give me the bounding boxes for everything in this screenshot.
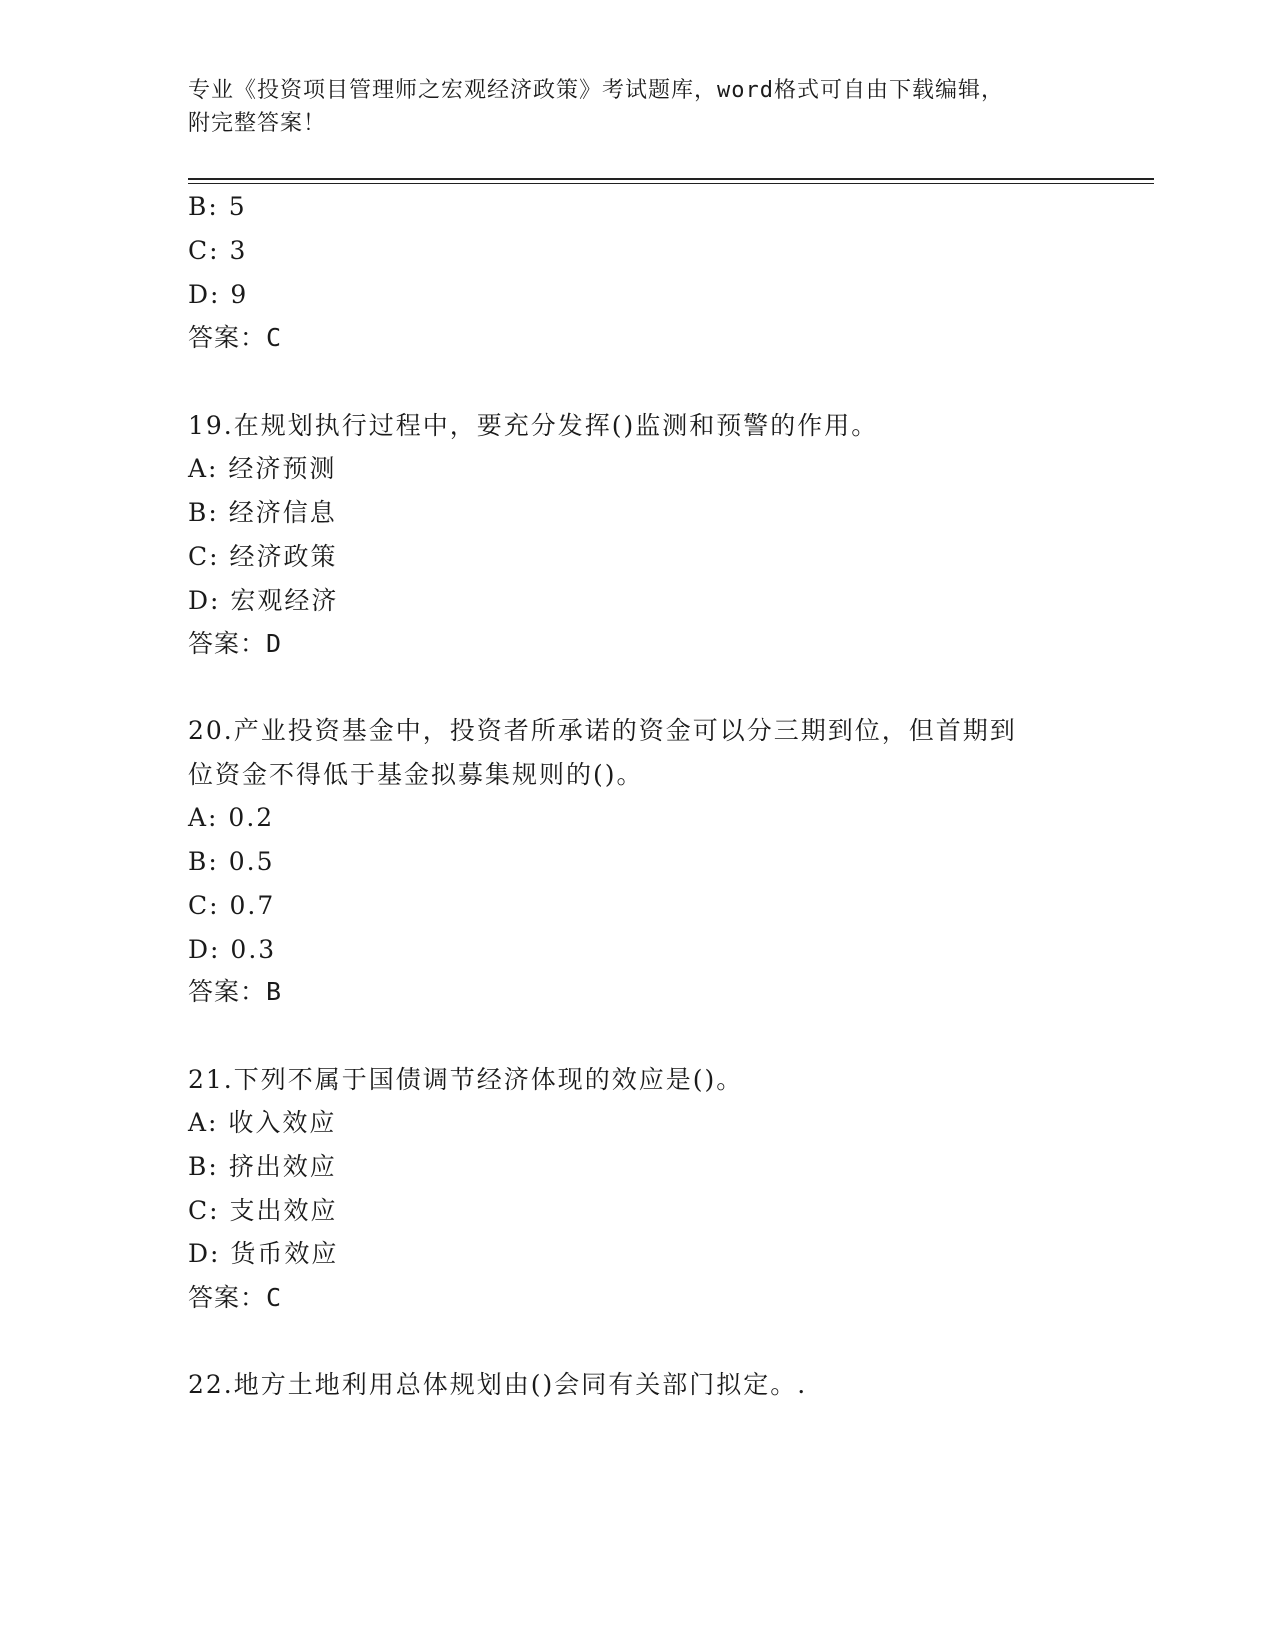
answer-label: 答案： bbox=[188, 629, 267, 658]
q21-option-b: B: 挤出效应 bbox=[188, 1152, 337, 1181]
answer-value: B bbox=[266, 977, 283, 1006]
answer-value: C bbox=[266, 323, 283, 352]
q18-option-d: D: 9 bbox=[188, 280, 249, 309]
q21-option-d: D: 货币效应 bbox=[188, 1239, 339, 1268]
q20-answer bbox=[188, 977, 282, 1007]
header-line-1 bbox=[188, 74, 1088, 107]
q21-question: 21.下列不属于国债调节经济体现的效应是()。 bbox=[188, 1065, 744, 1094]
header-text-suffix: 格式可自由下载编辑， bbox=[774, 78, 1005, 103]
header-text-word: word bbox=[717, 78, 774, 103]
q18-option-b: B: 5 bbox=[188, 192, 247, 221]
q20-option-a: A: 0.2 bbox=[188, 803, 275, 832]
q19-question: 19.在规划执行过程中，要充分发挥()监测和预警的作用。 bbox=[188, 411, 879, 440]
q20-question-line-2: 位资金不得低于基金拟募集规则的()。 bbox=[188, 760, 644, 789]
answer-label: 答案： bbox=[188, 977, 267, 1006]
header-text-prefix: 专业《投资项目管理师之宏观经济政策》考试题库， bbox=[188, 78, 718, 103]
q21-option-c: C: 支出效应 bbox=[188, 1196, 338, 1225]
q19-option-b: B: 经济信息 bbox=[188, 498, 337, 527]
q20-option-c: C: 0.7 bbox=[188, 891, 276, 920]
header-divider-thick bbox=[188, 178, 1154, 180]
answer-label: 答案： bbox=[188, 323, 267, 352]
q21-answer bbox=[188, 1283, 282, 1313]
q19-answer bbox=[188, 629, 282, 659]
header-divider-thin bbox=[188, 183, 1154, 184]
q20-question-line-1: 20.产业投资基金中，投资者所承诺的资金可以分三期到位，但首期到 bbox=[188, 716, 1017, 745]
q19-option-a: A: 经济预测 bbox=[188, 454, 337, 483]
document-header bbox=[188, 74, 1088, 140]
q18-option-c: C: 3 bbox=[188, 236, 248, 265]
header-line-2: 附完整答案！ bbox=[188, 111, 327, 136]
answer-value: D bbox=[266, 629, 283, 658]
q22-question: 22.地方土地利用总体规划由()会同有关部门拟定。. bbox=[188, 1370, 808, 1399]
q20-option-d: D: 0.3 bbox=[188, 935, 277, 964]
answer-label: 答案： bbox=[188, 1283, 267, 1312]
q21-option-a: A: 收入效应 bbox=[188, 1108, 337, 1137]
q19-option-c: C: 经济政策 bbox=[188, 542, 338, 571]
q19-option-d: D: 宏观经济 bbox=[188, 586, 339, 615]
answer-value: C bbox=[266, 1283, 283, 1312]
q18-answer bbox=[188, 323, 282, 353]
q20-option-b: B: 0.5 bbox=[188, 847, 275, 876]
